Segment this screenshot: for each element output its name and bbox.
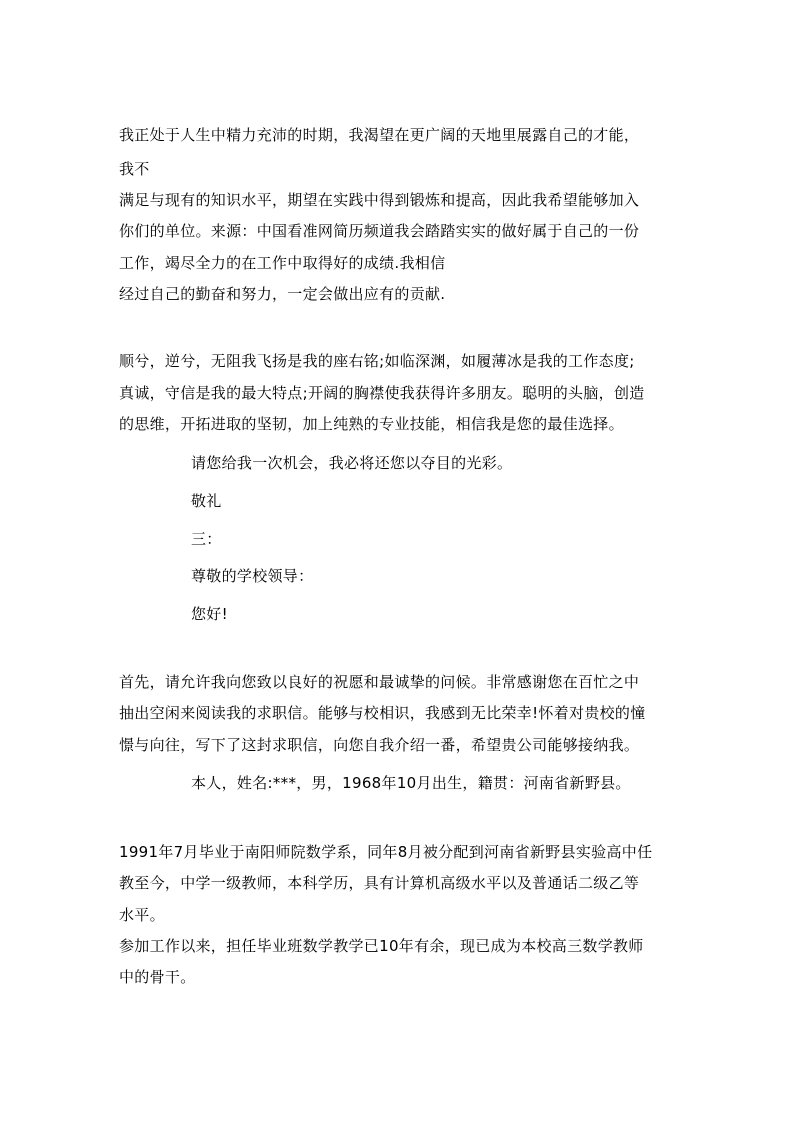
paragraph4-line-4: 参加工作以来，担任毕业班数学教学已10年有余，现已成为本校高三数学教师 [119,937,644,955]
paragraph4-line-2: 教至今，中学一级教师，本科学历，具有计算机高级水平以及普通话二级乙等 [119,874,640,892]
paragraph3-line-2: 抽出空闲来阅读我的求职信。能够与校相识，我感到无比荣幸!怀着对贵校的憧 [119,704,646,722]
paragraph1-line-5: 工作，竭尽全力的在工作中取得好的成绩.我相信 [119,254,446,272]
salutation-jingli: 敬礼 [191,492,222,510]
greeting-hello: 您好! [191,605,228,623]
paragraph1-line-2: 我不 [119,160,150,178]
paragraph4-line-3: 水平。 [119,906,165,924]
paragraph1-line-4: 你们的单位。来源：中国看准网简历频道我会踏踏实实的做好属于自己的一份 [119,222,640,240]
personal-info-line: 本人，姓名:***，男，1968年10月出生，籍贯：河南省新野县。 [191,774,631,792]
paragraph1-line-6: 经过自己的勤奋和努力，一定会做出应有的贡献. [119,285,446,303]
paragraph4-line-5: 中的骨干。 [119,968,196,986]
paragraph3-line-1: 首先，请允许我向您致以良好的祝愿和最诚挚的问候。非常感谢您在百忙之中 [119,673,640,691]
paragraph4-line-1: 1991年7月毕业于南阳师院数学系，同年8月被分配到河南省新野县实验高中任 [119,843,653,861]
paragraph3-line-3: 憬与向往，写下了这封求职信，向您自我介绍一番，希望贵公司能够接纳我。 [119,736,640,754]
paragraph2-line-3: 的思维，开拓进取的坚韧，加上纯熟的专业技能，相信我是您的最佳选择。 [119,415,624,433]
paragraph2-line-1: 顺兮，逆兮，无阻我飞扬是我的座右铭;如临深渊，如履薄冰是我的工作态度; [119,352,635,370]
paragraph1-line-1: 我正处于人生中精力充沛的时期，我渴望在更广阔的天地里展露自己的才能， [119,126,640,144]
paragraph1-line-3: 满足与现有的知识水平，期望在实践中得到锻炼和提高，因此我希望能够加入 [119,191,640,209]
greeting-recipient: 尊敬的学校领导： [191,567,314,585]
section-three-label: 三： [191,530,222,548]
request-line: 请您给我一次机会，我必将还您以夺目的光彩。 [191,454,513,472]
paragraph2-line-2: 真诚，守信是我的最大特点;开阔的胸襟使我获得许多朋友。聪明的头脑，创造 [119,384,645,402]
